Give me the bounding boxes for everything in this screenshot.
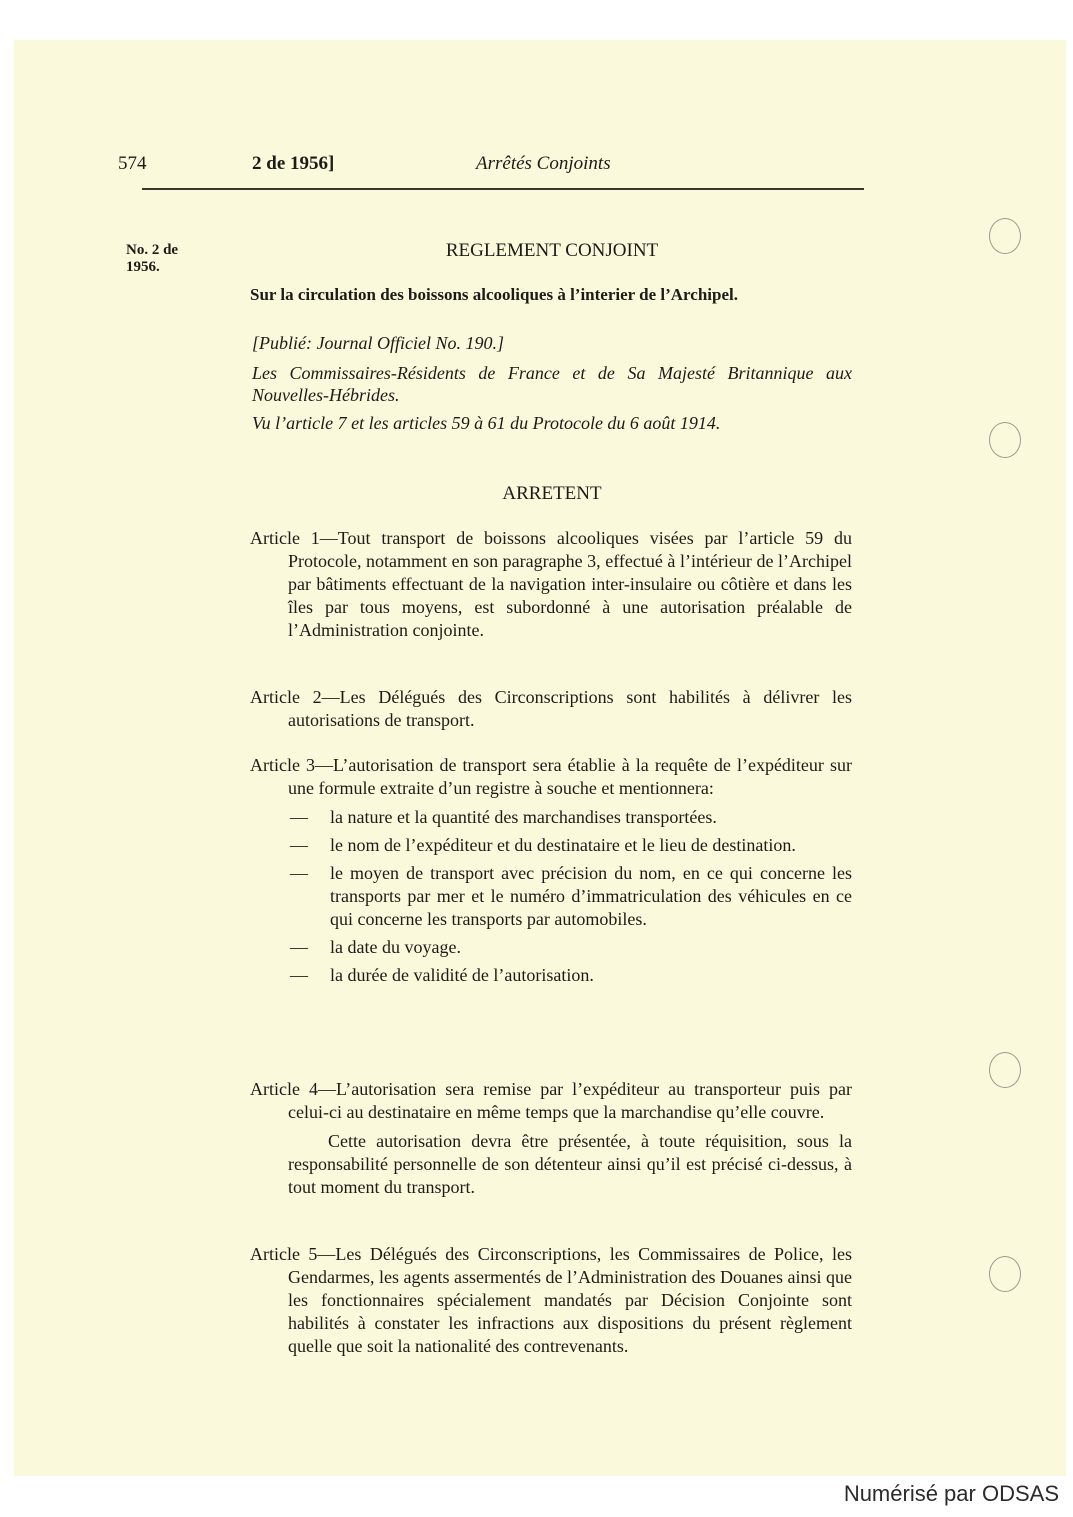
binder-hole — [989, 218, 1021, 254]
arretent-heading: ARRETENT — [502, 483, 602, 504]
article-4-text: Article 4—L’autorisation sera remise par l’expéditeur au transporteur puis par celui-ci au destinataire en même temps que la marchandise qu’elle couvre. — [250, 1079, 852, 1122]
document-subtitle: Sur la circulation des boissons alcooliques à l’interier de l’Archipel. — [250, 285, 738, 304]
article-3-list — [250, 806, 852, 987]
list-item: — la nature et la quantité des marchandises transportées. — [290, 807, 717, 827]
article-4 — [250, 1078, 852, 1199]
list-item: — la durée de validité de l’autorisation. — [290, 965, 594, 985]
header-series: Arrêtés Conjoints — [476, 153, 611, 174]
digitization-watermark: Numérisé par ODSAS — [843, 1481, 1059, 1506]
header-number-year: 2 de 1956] — [252, 153, 335, 174]
article-4-paragraph-2: Cette autorisation devra être présentée, à toute réquisition, sous la responsabilité personnelle de son détenteur ainsi qu’il est précisé ci-dessus, à tout moment du transport. — [288, 1131, 852, 1197]
publication-note: [Publié: Journal Officiel No. 190.] — [252, 333, 504, 353]
article-3 — [250, 754, 852, 992]
page-number: 574 — [118, 153, 147, 174]
binder-hole — [989, 422, 1021, 458]
article-1 — [250, 527, 852, 642]
vu-line: Vu l’article 7 et les articles 59 à 61 du Protocole du 6 août 1914. — [252, 413, 721, 433]
article-2-text: Article 2—Les Délégués des Circonscriptions sont habilités à délivrer les autorisations de transport. — [250, 687, 852, 730]
article-2 — [250, 686, 852, 732]
list-item: — le nom de l’expéditeur et du destinataire et le lieu de destination. — [290, 835, 796, 855]
header-rule — [142, 188, 864, 190]
authors-line: Les Commissaires-Résidents de France et de Sa Majesté Britannique aux Nouvelles-Hébrides. — [252, 363, 852, 405]
binder-hole — [989, 1052, 1021, 1088]
binder-hole — [989, 1256, 1021, 1292]
article-1-text: Article 1—Tout transport de boissons alcooliques visées par l’article 59 du Protocole, notamment en son paragraphe 3, effectué à l’intérieur de l’Archipel par bâtiments effectuant de la navigation inter-insulaire ou côtière et dans les îles par tous moyens, est subordonné à une autorisation préalable de l’Administration conjointe. — [250, 528, 852, 640]
margin-note: No. 2 de 1956. — [126, 242, 179, 275]
article-5 — [250, 1243, 852, 1358]
document-page — [14, 40, 1066, 1476]
list-item: — la date du voyage. — [290, 937, 461, 957]
list-item: — le moyen de transport avec précision du nom, en ce qui concerne les transports par mer et le numéro d’immatriculation des véhicules en ce qui concerne les transports par automobiles. — [290, 863, 852, 929]
article-5-text: Article 5—Les Délégués des Circonscriptions, les Commissaires de Police, les Gendarmes, les agents assermentés de l’Administration des Douanes ainsi que les fonctionnaires spécialement mandatés par Décision Conjointe sont habilités à constater les infractions aux dispositions du présent règlement quelle que soit la nationalité des contrevenants. — [250, 1244, 852, 1356]
article-3-text: Article 3—L’autorisation de transport sera établie à la requête de l’expéditeur sur une formule extraite d’un registre à souche et mentionnera: — [250, 755, 852, 798]
document-title: REGLEMENT CONJOINT — [445, 240, 659, 261]
